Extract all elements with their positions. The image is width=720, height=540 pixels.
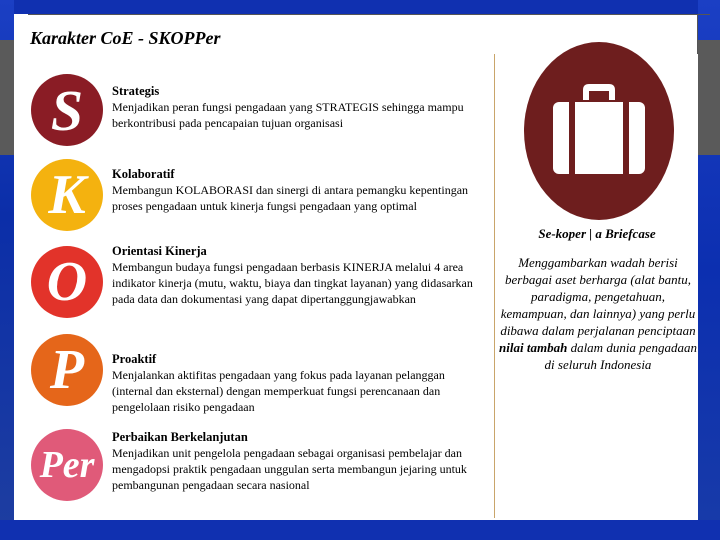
- item-heading: Orientasi Kinerja: [112, 244, 207, 258]
- slide-card: [14, 14, 698, 520]
- letter-circle-per: Per: [31, 429, 103, 501]
- item-heading: Strategis: [112, 84, 160, 98]
- item-strategis: [112, 84, 482, 131]
- item-perbaikan-berkelanjutan: [112, 430, 482, 493]
- item-kolaboratif: [112, 167, 482, 214]
- letter-circle-p: P: [31, 334, 103, 406]
- briefcase-title: Se-koper | a Briefcase: [538, 226, 656, 241]
- column-divider: [494, 54, 495, 518]
- background-right-gray-band: [698, 40, 720, 155]
- briefcase-description: [498, 254, 698, 373]
- letter-circle-s: S: [31, 74, 103, 146]
- letter-circle-o: O: [31, 246, 103, 318]
- item-orientasi-kinerja: [112, 244, 482, 307]
- briefcase-desc-bold: nilai tambah: [499, 340, 568, 355]
- background-bottom-band: [0, 520, 720, 540]
- slide-title: Karakter CoE - SKOPPer: [30, 28, 221, 48]
- right-rule: [697, 14, 698, 54]
- background-top-band: [0, 0, 720, 14]
- briefcase-circle: [524, 42, 674, 220]
- letter-circle-k: K: [31, 159, 103, 231]
- item-description: Menjadikan unit pengelola pengadaan sebagai organisasi pembelajar dan mengadopsi praktik pengadaan unggulan serta membangun jejaring untuk pembangunan pengadaan secara nasional: [112, 446, 467, 492]
- item-heading: Kolaboratif: [112, 167, 175, 181]
- item-proaktif: [112, 352, 482, 415]
- briefcase-icon: [549, 82, 649, 178]
- top-rule: [28, 14, 710, 15]
- item-description: Menjalankan aktifitas pengadaan yang fokus pada layanan pelanggan (internal dan eksternal) dengan memperkuat fungsi perencanaan dan pengelolaan risiko pengadaan: [112, 368, 445, 414]
- item-description: Menjadikan peran fungsi pengadaan yang STRATEGIS sehingga mampu berkontribusi pada pencapaian tujuan organisasi: [112, 100, 464, 130]
- background-left-gray-band: [0, 40, 14, 155]
- item-description: Membangun KOLABORASI dan sinergi di antara pemangku kepentingan proses pengadaan untuk kinerja fungsi pengadaan yang optimal: [112, 183, 469, 213]
- item-heading: Proaktif: [112, 352, 157, 366]
- item-heading: Perbaikan Berkelanjutan: [112, 430, 248, 444]
- item-description: Membangun budaya fungsi pengadaan berbasis KINERJA melalui 4 area indikator kinerja (mutu, waktu, biaya dan tingkat layanan) yang didasarkan pada data dan dokumentasi yang dapat dipertanggungjawabkan: [112, 260, 473, 306]
- briefcase-desc-part-1: Menggambarkan wadah berisi berbagai aset berharga (alat bantu, paradigma, pengetahuan, kemampuan, dan lainnya) yang perlu dibawa dalam perjalanan penciptaan: [500, 255, 696, 338]
- briefcase-desc-part-2: dalam dunia pengadaan di seluruh Indonesia: [544, 340, 697, 372]
